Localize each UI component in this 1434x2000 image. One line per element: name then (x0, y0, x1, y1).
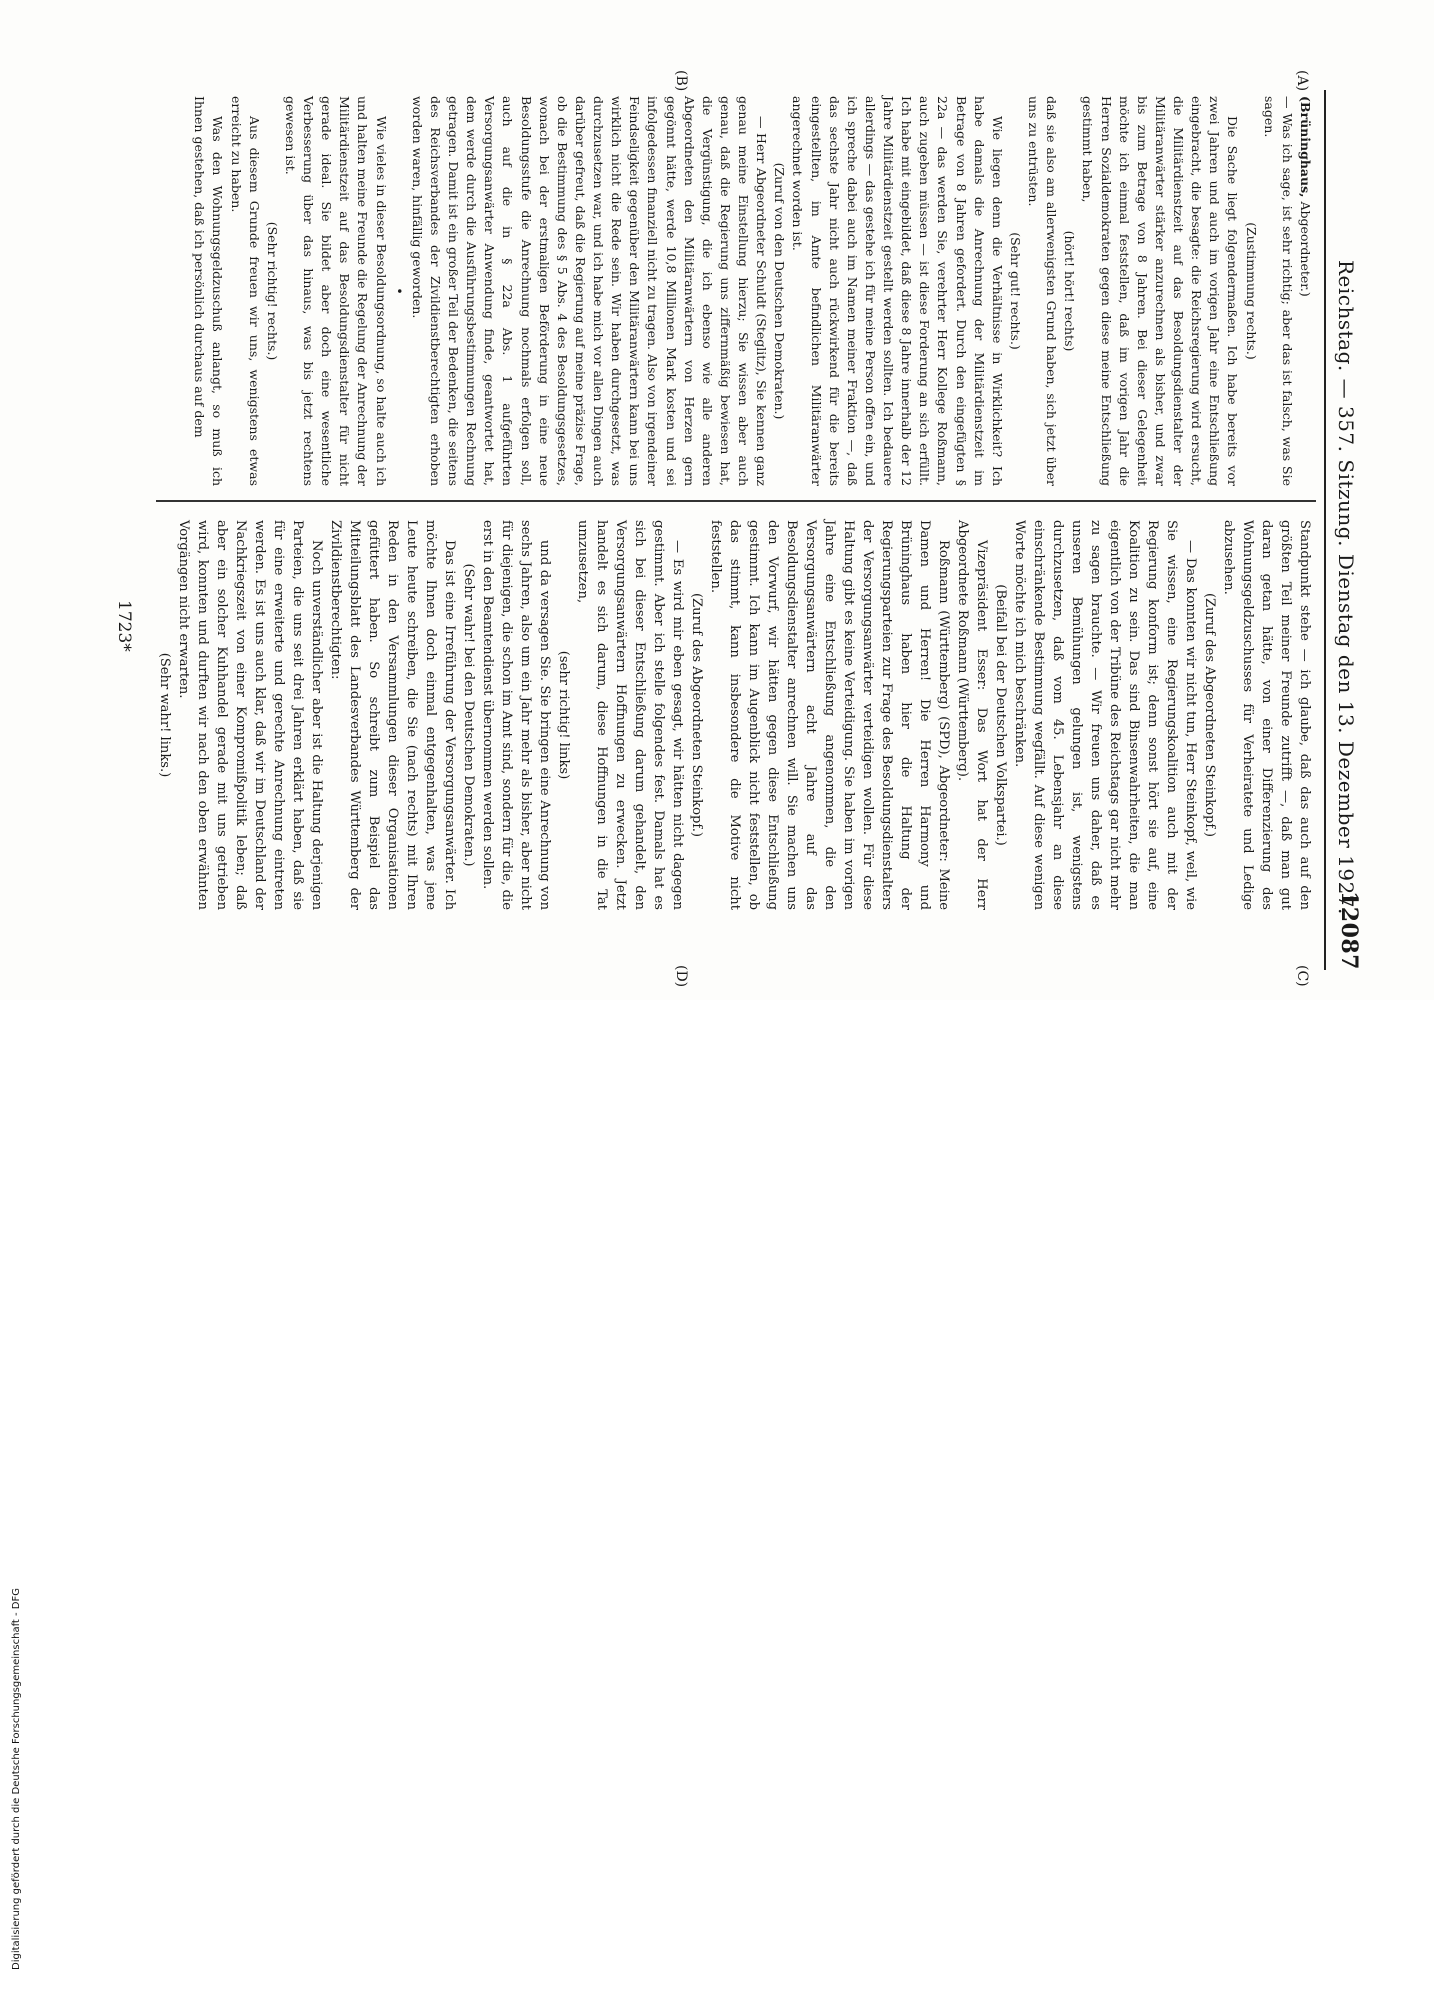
header-title: Reichstag. — 357. Sitzung. Dienstag den 13. Dezember 1927. (1334, 260, 1358, 915)
paragraph (281, 96, 390, 486)
right-column (155, 520, 1314, 910)
speaker-name: (Brüninghaus, (1298, 96, 1313, 198)
paragraph (174, 520, 326, 910)
paragraph-text: (Zustimmung rechts.) (1243, 222, 1259, 360)
paragraph-text: (Sehr gut! rechts.) (1008, 232, 1023, 350)
margin-mark-c: (C) (1294, 965, 1310, 987)
paragraph-text: (sehr richtig! links) (556, 650, 571, 780)
paragraph (554, 520, 573, 910)
paragraph-text: Abgeordneter.) (1298, 197, 1313, 297)
paragraph (1219, 520, 1314, 910)
paragraph (706, 520, 953, 910)
paragraph (953, 520, 991, 910)
paragraph (1242, 96, 1260, 486)
paragraph-text: (hört! hört! rechts) (1062, 230, 1078, 352)
paragraph-text: Vizepräsident Esser: Das Wort hat der Herr Abgeordnete Roßmann (Württemberg). (955, 520, 989, 910)
paragraph-text: Standpunkt stehe — ich glaube, daß das auch auf den größten Teil meiner Freunde zutrifft —, daß man gut daran getan hätte, von einer Differenzierung des Wohnungsgeldzuschusses für Verheiratete und Ledige abzusehen. (1221, 520, 1312, 910)
paragraph-text: — Das konnten wir nicht tun, Herr Steinkopf, weil, wie Sie wissen, eine Regierungskoalition auch mit der Regierung konform ist; denn sonst hört sie auf, eine Koalition zu sein. Das sind Binsenwahrheiten, die man eigentlich von der Tribüne des Reichstags gar nicht mehr zu sagen brauchte. — Wir freuen uns daher, daß es unseren Bemühungen gelungen ist, wenigstens durchzusetzen, daß vom 45. Lebensjahr an diese einschränkende Bestimmung wegfällt. Auf diese wenigen Worte möchte ich mich beschränken. (1012, 520, 1198, 910)
paragraph (1006, 96, 1024, 486)
paragraph (1024, 96, 1060, 486)
paragraph (326, 520, 459, 910)
paragraph (1010, 520, 1200, 910)
side-note (4, 1000, 22, 2000)
funding-note: Digitalisierung gefördert durch die Deutsche Forschungsgemeinschaft - DFG (11, 1587, 22, 1970)
paragraph-text: — Herr Abgeordneter Schuldt (Steglitz), Sie kennen ganz genau meine Einstellung hierzu; Sie wissen aber auch genau, daß die Regierung uns ziffernmäßig bewiesen hat, die Vergünstigung, die ich ebenso wie alle anderen Abgeordneten den Militäranwärtern von Herzen gern gegönnt hätte, werde 10,8 Millionen Mark kosten und sei infolgedessen finanziell nicht zu tragen. Also von irgendeiner Feindseligkeit gegenüber den Militäranwärtern kann bei uns wirklich nicht die Rede sein. Wir haben durchgesetzt, was durchzusetzen war, und ich habe mich vor allen Dingen auch darüber gefreut, daß die Regierung auf meine präzise Frage, ob die Bestimmung des § 5 Abs. 4 des Besoldungsgesetzes, wonach bei der erstmaligen Beförderung in eine neue Besoldungsstufe die Anrechnung nochmals erfolgen soll, auch auf die in § 22a Abs. 1 aufgeführten Versorgungsanwärter Anwendung finde, geantwortet hat, dem werde durch die Ausführungsbestimmungen Rechnung getragen. Damit ist ein großer Teil der Bedenken, die seitens des Reichsverbandes der Zivildienstberechtigten erhoben worden waren, hinfällig geworden. (409, 96, 770, 486)
paragraph-text: Noch unverständlicher aber ist die Haltung derjenigen Parteien, die uns seit drei Jahren erklärt haben, daß sie für eine erweiterte und gerechte Anrechnung eintreten werden. Es ist uns auch klar, daß wir im Deutschland der Nachkriegszeit von einer Kompromißpolitik leben; daß aber ein solcher Kuhhandel gerade mit uns getrieben wird, konnten und durften wir nach den oben erwähnten Vorgängen nicht erwarten. (176, 520, 324, 910)
column-divider (156, 500, 1316, 502)
paragraph (991, 520, 1010, 910)
paragraph-text: • (391, 287, 407, 295)
paragraph-text: (Zuruf des Abgeordneten Steinkopf.) (1202, 592, 1217, 838)
paragraph (1260, 96, 1296, 486)
paragraph-text: Wie vieles in dieser Besoldungsordnung, so halte auch ich und halten meine Freunde die Regelung der Anrechnung der Militärdienstzeit auf das Besoldungsdienstalter für nicht gerade ideal. Sie bildet aber doch eine wesentliche Verbesserung über das hinaus, was bis jetzt rechtens gewesen ist. (283, 96, 389, 486)
paragraph-text: daß sie also am allerwenigsten Grund haben, sich jetzt über uns zu entrüsten. (1026, 96, 1060, 486)
paragraph (687, 520, 706, 910)
paragraph-text: Was den Wohnungsgeldzuschuß anlangt, so muß ich Ihnen gestehen, daß ich persönlich durchaus auf dem (192, 96, 226, 486)
paragraph (408, 96, 771, 486)
paragraph-text: (Sehr wahr! bei den Deutschen Demokraten.) (461, 563, 476, 867)
page-header (1324, 90, 1364, 970)
paragraph (1060, 96, 1078, 486)
paragraph-text: Aus diesem Grunde freuen wir uns, wenigstens etwas erreicht zu haben. (228, 96, 262, 486)
paragraph (263, 96, 281, 486)
paragraph-text: (Zuruf von den Deutschen Demokraten.) (772, 162, 788, 420)
paragraph (788, 96, 1006, 486)
left-column (190, 96, 1314, 486)
paragraph-text: Das ist eine Irreführung der Versorgungsanwärter. Ich möchte Ihnen doch einmal entgegenhalten, was jene Leute heute schreiben, die Sie (nach rechts) mit Ihren Reden in den Versammlungen dieser Organisationen gefüttert haben. So schreibt zum Beispiel das Mitteilungsblatt des Landesverbandes Württemberg der Zivildienstberechtigten: (328, 520, 457, 910)
paragraph-text: (Sehr wahr! links.) (157, 652, 172, 778)
paragraph-text: Die Sache liegt folgendermaßen. Ich habe bereits vor zwei Jahren und auch im vorigen Jahr eine Entschließung eingebracht, die besagte: die Reichsregierung wird ersucht, die Militärdienstzeit auf das Besoldungsdienstalter der Militäranwärter stärker anzurechnen als bisher, und zwar bis zum Betrage von 8 Jahren. Bei dieser Gelegenheit möchte ich einmal feststellen, daß im vorigen Jahr die Herren Sozialdemokraten gegen diese meine Entschließung gestimmt haben, (1080, 96, 1241, 486)
paragraph-text: Roßmann (Württemberg) (SPD), Abgeordneter: Meine Damen und Herren! Die Herren Harmony und Brüninghaus haben hier die Haltung der Regierungsparteien zur Frage des Besoldungsdienstalters der Versorgungsanwärter verteidigen wollen. Für diese Haltung gibt es keine Verteidigung. Sie haben im vorigen Jahre eine Entschließung angenommen, die den Versorgungsanwärtern acht Jahre auf das Besoldungsdienstalter anrechnen will. Sie machen uns den Vorwurf, wir hätten gegen diese Entschließung gestimmt. Ich kann im Augenblick nicht feststellen, ob das stimmt, kann insbesondere die Motive nicht feststellen. (708, 520, 951, 910)
page-number: 12087 (1336, 890, 1362, 970)
paragraph (1200, 520, 1219, 910)
paragraph (478, 520, 554, 910)
paragraph (190, 96, 226, 486)
paragraph (227, 96, 263, 486)
paragraph-text: Wie liegen denn die Verhältnisse in Wirklichkeit? Ich habe damals die Anrechnung der Militärdienstzeit im Betrage von 8 Jahren gefordert. Durch den eingefügten § 22a — das werden Sie, verehrter Herr Kollege Roßmann, auch zugeben müssen — ist diese Forderung an sich erfüllt. Ich habe mit eingebildet, daß diese 8 Jahre innerhalb der 12 Jahre Militärdienstzeit gestellt werden sollten. Ich bedauere allerdings — das gestehe ich für meine Person offen ein, und ich spreche dabei auch im Namen meiner Fraktion —, daß das sechste Jahr nicht auch rückwirkend für die bereits eingestellten, im Amte befindlichen Militäranwärter angerechnet worden ist. (790, 96, 1005, 486)
paragraph-text: (Sehr richtig! rechts.) (264, 221, 280, 361)
paragraph-text: (Zuruf des Abgeordneten Steinkopf.) (689, 592, 704, 838)
paragraph-text: — Was ich sage, ist sehr richtig; aber das ist falsch, was Sie sagen. (1261, 96, 1295, 486)
paragraph (459, 520, 478, 910)
paragraph-text: (Beifall bei der Deutschen Volkspartei.) (993, 584, 1008, 846)
paragraph (573, 520, 687, 910)
paragraph (155, 520, 174, 910)
margin-mark-b: (B) (673, 70, 689, 92)
margin-mark-d: (D) (673, 965, 689, 988)
paragraph (1296, 96, 1314, 486)
paragraph-text: und da versagen Sie. Sie bringen eine Anrechnung von sechs Jahren, also um ein Jahr mehr als bisher, aber nicht für diejenigen, die schon im Amt sind, sondern für die, die erst in den Beamtendienst übernommen werden sollen. (480, 520, 552, 910)
page-footer-signature: 1723* (114, 600, 134, 652)
header-rule (1324, 90, 1326, 970)
paragraph (1078, 96, 1241, 486)
margin-mark-a: (A) (1294, 70, 1310, 92)
paragraph (390, 96, 408, 486)
paragraph (770, 96, 788, 486)
paragraph-text: — Es wird mir eben gesagt, wir hätten nicht dagegen gestimmt. Aber ich stelle folgendes fest. Damals hat es sich bei dieser Entschließung darum gehandelt, den Versorgungsanwärtern Hoffnungen zu erwecken. Jetzt handelt es sich darum, diese Hoffnungen in die Tat umzusetzen, (575, 520, 685, 910)
